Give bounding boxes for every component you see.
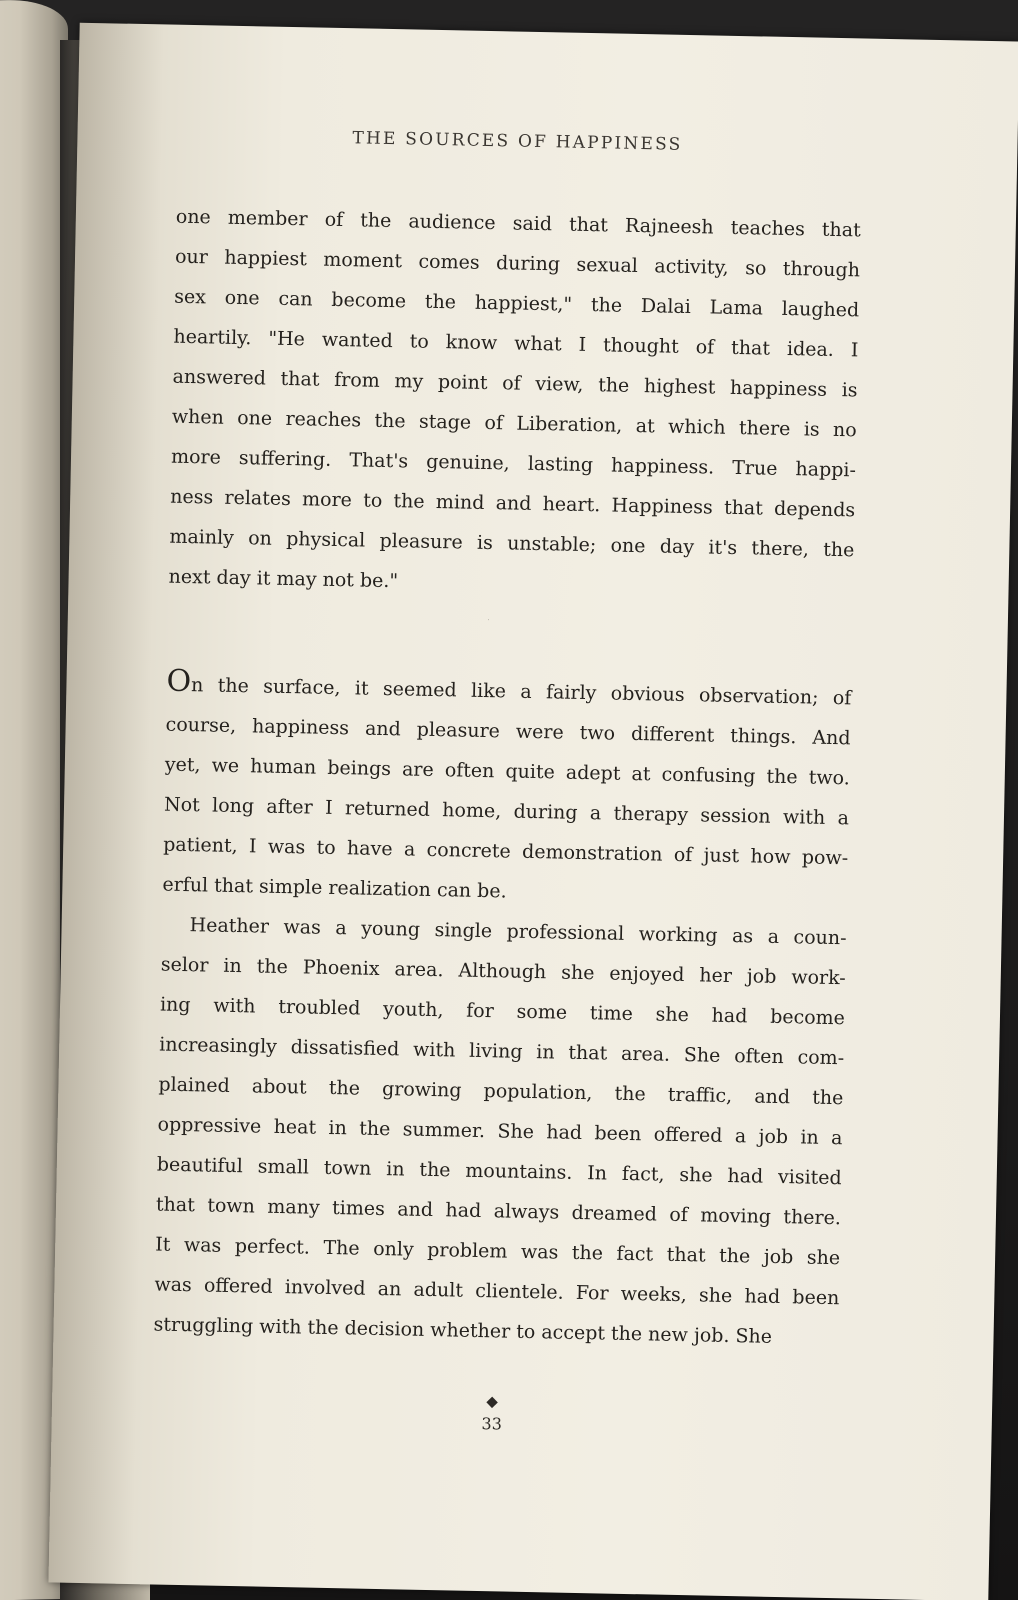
text-line: struggling with the decision whether to accept the new job. She: [153, 1313, 773, 1348]
paragraph-heather: [153, 905, 847, 1359]
text-line: heartily. "He wanted to know what I thought of that idea. I: [173, 325, 859, 362]
first-line-text: n the surface, it seemed like a fairly obvious observation; of: [190, 674, 852, 710]
text-line: selor in the Phoenix area. Although she enjoyed her job work-: [160, 953, 846, 990]
text-line: plained about the growing population, the traffic, and the: [158, 1073, 844, 1110]
text-line: Heather was a young single professional working as a coun-: [189, 914, 847, 950]
text-line: more suffering. That's genuine, lasting happiness. True happi-: [170, 445, 857, 482]
text-line: ness relates more to the mind and heart. Happiness that depends: [170, 485, 856, 522]
text-line: next day it may not be.": [168, 565, 399, 593]
running-head: THE SOURCES OF HAPPINESS: [352, 128, 683, 155]
text-line: course, happiness and pleasure were two different things. And: [165, 713, 851, 750]
paragraph-lines: [162, 705, 851, 919]
page-footer: [52, 1382, 933, 1446]
text-line: sex one can become the happiest," the Dalai Lama laughed: [174, 285, 860, 322]
section-break-mark: .: [487, 616, 490, 623]
text-line: answered that from my point of view, the highest happiness is: [172, 365, 858, 402]
text-line: our happiest moment comes during sexual activity, so through: [174, 245, 861, 282]
text-line: oppressive heat in the summer. She had been offered a job in a: [157, 1113, 843, 1150]
text-line: Not long after I returned home, during a therapy session with a: [163, 793, 850, 830]
text-line: ing with troubled youth, for some time she had become: [159, 993, 846, 1030]
text-line: when one reaches the stage of Liberation, at which there is no: [171, 405, 857, 442]
paragraph-surface-observation: [162, 665, 852, 919]
text-line: yet, we human beings are often quite adept at confusing the two.: [164, 753, 850, 790]
text-line: beautiful small town in the mountains. In fact, she had visited: [156, 1153, 842, 1190]
text-line: mainly on physical pleasure is unstable; one day it's there, the: [169, 525, 855, 562]
text-line: It was perfect. The only problem was the fact that the job she: [155, 1233, 841, 1270]
quote-continuation: [168, 197, 861, 611]
drop-cap: O: [166, 663, 192, 700]
text-line: was offered involved an adult clientele. For weeks, she had been: [154, 1273, 840, 1310]
book-page: [48, 23, 1018, 1600]
page-number: 33: [481, 1414, 503, 1434]
text-line: patient, I was to have a concrete demonstration of just how pow-: [163, 833, 849, 870]
text-line: increasingly dissatisfied with living in that area. She often com-: [159, 1033, 845, 1070]
text-line: that town many times and had always dreamed of moving there.: [155, 1193, 842, 1230]
text-line: one member of the audience said that Rajneesh teaches that: [175, 205, 861, 242]
text-line: erful that simple realization can be.: [162, 873, 507, 903]
diamond-ornament-icon: ◆: [486, 1392, 499, 1411]
